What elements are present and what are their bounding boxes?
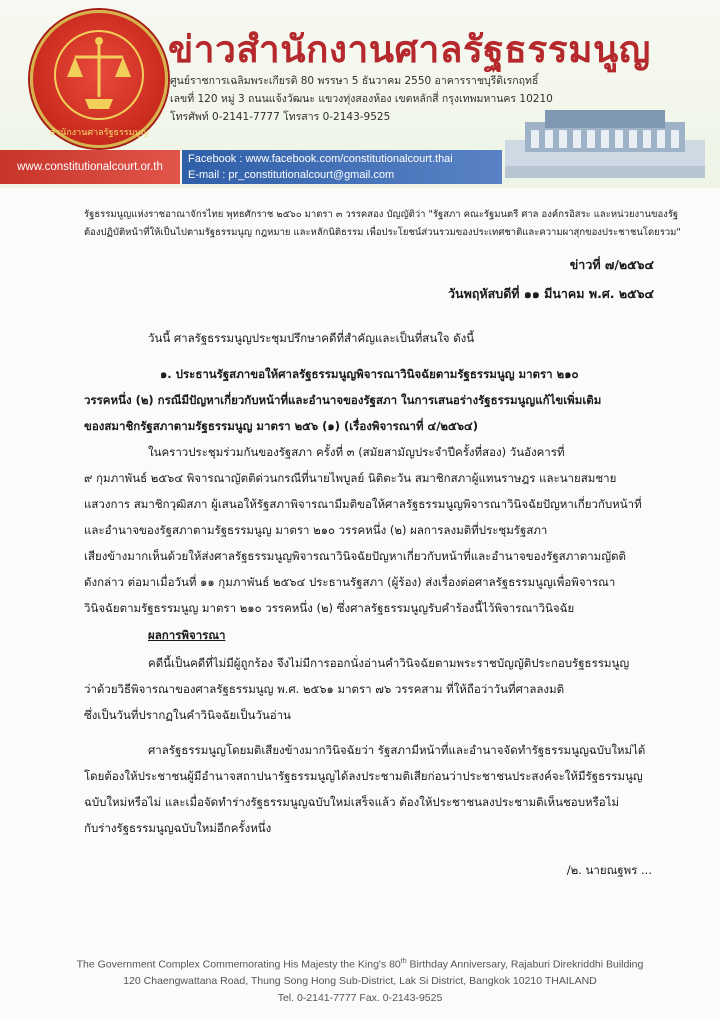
para3-line-3: ฉบับใหม่หรือไม่ และเมื่อจัดทำร่างรัฐธรรมนูญฉบับใหม่เสร็จแล้ว ต้องให้ประชาชนลงประชามติเห็นชอบหรือไม่ <box>84 795 620 809</box>
phone-line: โทรศัพท์ 0-2141-7777 โทรสาร 0-2143-9525 <box>170 111 391 123</box>
page-title: ข่าวสำนักงานศาลรัฐธรรมนูญ <box>168 28 651 71</box>
item-1-heading-line-1: ๑. ประธานรัฐสภาขอให้ศาลรัฐธรรมนูญพิจารณาวินิจฉัยตามรัฐธรรมนูญ มาตรา ๒๑๐ <box>160 367 579 381</box>
opening-line: วันนี้ ศาลรัฐธรรมนูญประชุมปรึกษาคดีที่สำคัญและเป็นที่สนใจ ดังนี้ <box>148 331 475 345</box>
para3-line-4: กับร่างรัฐธรรมนูญฉบับใหม่อีกครั้งหนึ่ง <box>84 821 272 835</box>
item-1-heading-line-2: วรรคหนึ่ง (๒) กรณีมีปัญหาเกี่ยวกับหน้าที่และอำนาจของรัฐสภา ในการเสนอร่างรัฐธรรมนูญแก้ไขเพิ่มเติม <box>84 393 602 407</box>
address-line-2: เลขที่ 120 หมู่ 3 ถนนแจ้งวัฒนะ แขวงทุ่งสองห้อง เขตหลักสี่ กรุงเทพมหานคร 10210 <box>170 93 553 105</box>
para3-line-2: โดยต้องให้ประชาชนผู้มีอำนาจสถาปนารัฐธรรมนูญได้ลงประชามติเสียก่อนว่าประชาชนประสงค์จะให้มีรัฐธรรมนูญ <box>84 769 643 783</box>
building-illustration <box>505 100 705 178</box>
para2-line-1: คดีนี้เป็นคดีที่ไม่มีผู้ถูกร้อง จึงไม่มีการออกนั่งอ่านคำวินิจฉัยตามพระราชบัญญัติประกอบรัฐธรรมนูญ <box>148 656 630 670</box>
para1-line-1: ในคราวประชุมร่วมกันของรัฐสภา ครั้งที่ ๓ (สมัยสามัญประจำปีครั้งที่สอง) วันอังคารที่ <box>148 445 565 459</box>
result-heading: ผลการพิจารณา <box>148 628 226 642</box>
address-line-1: ศูนย์ราชการเฉลิมพระเกียรติ 80 พรรษา 5 ธันวาคม 2550 อาคารราชบุรีดิเรกฤทธิ์ <box>170 75 539 87</box>
para2-line-3: ซึ่งเป็นวันที่ปรากฏในคำวินิจฉัยเป็นวันอ่าน <box>84 708 291 722</box>
seal-caption: สำนักงานศาลรัฐธรรมนูญ <box>49 128 149 138</box>
email-link[interactable]: E-mail : pr_constitutionalcourt@gmail.com <box>188 169 395 181</box>
para3-line-1: ศาลรัฐธรรมนูญโดยมติเสียงข้างมากวินิจฉัยว่า รัฐสภามีหน้าที่และอำนาจจัดทำรัฐธรรมนูญฉบับใหม่ได้ <box>148 743 646 757</box>
constitution-quote-line-2: ต้องปฏิบัติหน้าที่ให้เป็นไปตามรัฐธรรมนูญ กฎหมาย และหลักนิติธรรม เพื่อประโยชน์ส่วนรวมของประเทศชาติและความผาสุกของประชาชนโดยรวม" <box>84 227 681 238</box>
continuation-marker: /๒. นายณฐพร ... <box>566 863 652 877</box>
para1-line-5: เสียงข้างมากเห็นด้วยให้ส่งศาลรัฐธรรมนูญพิจารณาวินิจฉัยปัญหาเกี่ยวกับหน้าที่และอำนาจของรัฐสภาตามญัตติ <box>84 549 626 563</box>
news-date: วันพฤหัสบดีที่ ๑๑ มีนาคม พ.ศ. ๒๕๖๔ <box>448 286 654 301</box>
para1-line-2: ๙ กุมภาพันธ์ ๒๕๖๔ พิจารณาญัตติด่วนกรณีที่นายไพบูลย์ นิติตะวัน สมาชิกสภาผู้แทนราษฎร และนายสมชาย <box>84 471 617 485</box>
item-1-heading-line-3: ของสมาชิกรัฐสภาตามรัฐธรรมนูญ มาตรา ๒๕๖ (๑) (เรื่องพิจารณาที่ ๔/๒๕๖๔) <box>84 419 478 433</box>
news-number: ข่าวที่ ๗/๒๕๖๔ <box>569 257 654 272</box>
para1-line-4: และอำนาจของรัฐสภาตามรัฐธรรมนูญ มาตรา ๒๑๐ วรรคหนึ่ง (๒) ผลการลงมติที่ประชุมรัฐสภา <box>84 523 548 537</box>
para2-line-2: ว่าด้วยวิธีพิจารณาของศาลรัฐธรรมนูญ พ.ศ. ๒๕๖๑ มาตรา ๗๖ วรรคสาม ที่ให้ถือว่าวันที่ศาลลงมติ <box>84 682 565 696</box>
para1-line-7: วินิจฉัยตามรัฐธรรมนูญ มาตรา ๒๑๐ วรรคหนึ่ง (๒) ซึ่งศาลรัฐธรรมนูญรับคำร้องนี้ไว้พิจารณาวินิจฉัย <box>84 601 575 615</box>
letterhead <box>0 0 720 188</box>
facebook-link[interactable]: Facebook : www.facebook.com/constitutionalcourt.thai <box>188 153 453 165</box>
court-seal-logo <box>30 10 168 148</box>
para1-line-3: แสวงการ สมาชิกวุฒิสภา ผู้เสนอให้รัฐสภาพิจารณามีมติขอให้ศาลรัฐธรรมนูญพิจารณาวินิจฉัยปัญหาเกี่ยวกับหน้าที่ <box>84 497 642 511</box>
scales-emblem-icon <box>51 27 147 123</box>
footer-line-2: 120 Chaengwattana Road, Thung Song Hong Sub-District, Lak Si District, Bangkok 10210 THAILAND <box>123 975 597 987</box>
para1-line-6: ดังกล่าว ต่อมาเมื่อวันที่ ๑๑ กุมภาพันธ์ ๒๕๖๔ ประธานรัฐสภา (ผู้ร้อง) ส่งเรื่องต่อศาลรัฐธรรมนูญเพื่อพิจารณา <box>84 575 616 589</box>
footer-line-3: Tel. 0-2141-7777 Fax. 0-2143-9525 <box>277 992 443 1004</box>
footer-line-1: The Government Complex Commemorating His Majesty the King's 80th Birthday Anniversary, Rajaburi Direkriddhi Building <box>76 958 644 971</box>
constitution-quote-line-1: รัฐธรรมนูญแห่งราชอาณาจักรไทย พุทธศักราช ๒๕๖๐ มาตรา ๓ วรรคสอง บัญญัติว่า "รัฐสภา คณะรัฐมนตรี ศาล องค์กรอิสระ และหน่วยงานของรัฐ <box>84 209 679 220</box>
website-link[interactable]: www.constitutionalcourt.or.th <box>0 150 180 184</box>
